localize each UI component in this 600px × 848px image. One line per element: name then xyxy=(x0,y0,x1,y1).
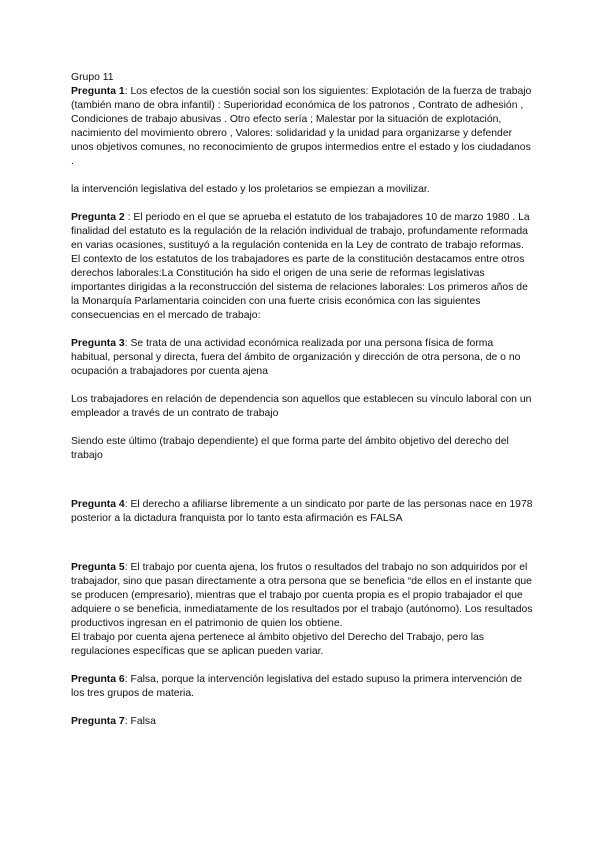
answer-5-text: : El trabajo por cuenta ajena, los frutos o resultados del trabajo no son adquiridos por el trabajador, sino que pasan directamente a otra persona que se beneficia “de ellos en el instante que se producen (empresario), mientras que el trabajo por cuenta propia es el propio trabajador el que adquiere o se beneficia, inmediatamente de los resultados por el trabajo (autónomo). Los resultados productivos ingresan en el patrimonio de quien los obtiene. xyxy=(71,562,533,629)
answer-1-paragraph-2: la intervención legislativa del estado y los proletarios se empiezan a movilizar. xyxy=(71,184,430,195)
answer-2-text: : El periodo en el que se aprueba el estatuto de los trabajadores 10 de marzo 1980 . La finalidad del estatuto es la regulación de la relación individual de trabajo, profundamente reformada en varias ocasiones, sustituyó a la regulación contenida en la Ley de contrato de trabajo reformas. El contexto de los estatutos de los trabajadores es parte de la constitución destacamos entre otros derechos laborales:La Constitución ha sido el origen de una serie de reformas legislativas importantes dirigidas a la reconstrucción del sistema de relaciones laborales: Los primeros años de la Monarquía Parlamentaria coinciden con una fuerte crisis económica con las siguientes consecuencias en el mercado de trabajo: xyxy=(71,212,530,321)
group-heading: Grupo 11 xyxy=(71,72,114,83)
answer-7-text: : Falsa xyxy=(124,716,156,727)
answer-3-paragraph-3: Siendo este último (trabajo dependiente) el que forma parte del ámbito objetivo del derecho del trabajo xyxy=(71,436,509,461)
answer-1-label: Pregunta 1 xyxy=(71,86,125,97)
answer-4-paragraph-1 xyxy=(71,498,533,526)
answer-5-paragraph-1 xyxy=(71,561,533,631)
answer-3-paragraph-2: Los trabajadores en relación de dependencia son aquellos que establecen su vínculo laboral con un empleador a través de un contrato de trabajo xyxy=(71,394,532,419)
document-body xyxy=(71,71,533,729)
answer-1-paragraph-1 xyxy=(71,85,533,169)
answer-5-label: Pregunta 5 xyxy=(71,562,125,573)
answer-3-text: : Se trata de una actividad económica realizada por una persona física de forma habitual, personal y directa, fuera del ámbito de organización y dirección de otra persona, de o no ocupación a trabajadores por cuenta ajena xyxy=(71,338,521,377)
answer-6-label: Pregunta 6 xyxy=(71,674,125,685)
answer-2-label: Pregunta 2 xyxy=(71,212,125,223)
answer-4-text: : El derecho a afiliarse libremente a un sindicato por parte de las personas nace en 1978 posterior a la dictadura franquista por lo tanto esta afirmación es FALSA xyxy=(71,499,533,524)
answer-5-paragraph-2: El trabajo por cuenta ajena pertenece al ámbito objetivo del Derecho del Trabajo, pero las regulaciones específicas que se aplican pueden variar. xyxy=(71,632,484,657)
answer-6-paragraph-1 xyxy=(71,673,533,701)
answer-6-text: : Falsa, porque la intervención legislativa del estado supuso la primera intervención de los tres grupos de materia. xyxy=(71,674,523,699)
answer-4-label: Pregunta 4 xyxy=(71,499,125,510)
answer-1-text: : Los efectos de la cuestión social son los siguientes: Explotación de la fuerza de trabajo (también mano de obra infantil) : Superioridad económica de los patronos , Contrato de adhesión , Condiciones de trabajo abusivas . Otro efecto sería ; Malestar por la situación de explotación, nacimiento del movimiento obrero , Valores: solidaridad y la unidad para organizarse y defender unos objetivos comunes, no reconocimiento de grupos intermedios entre el estado y los ciudadanos . xyxy=(71,86,532,167)
answer-2-paragraph-1 xyxy=(71,211,533,323)
answer-3-paragraph-1 xyxy=(71,337,533,379)
answer-7-label: Pregunta 7 xyxy=(71,716,125,727)
answer-3-label: Pregunta 3 xyxy=(71,338,125,349)
answer-7-paragraph-1 xyxy=(71,715,533,729)
